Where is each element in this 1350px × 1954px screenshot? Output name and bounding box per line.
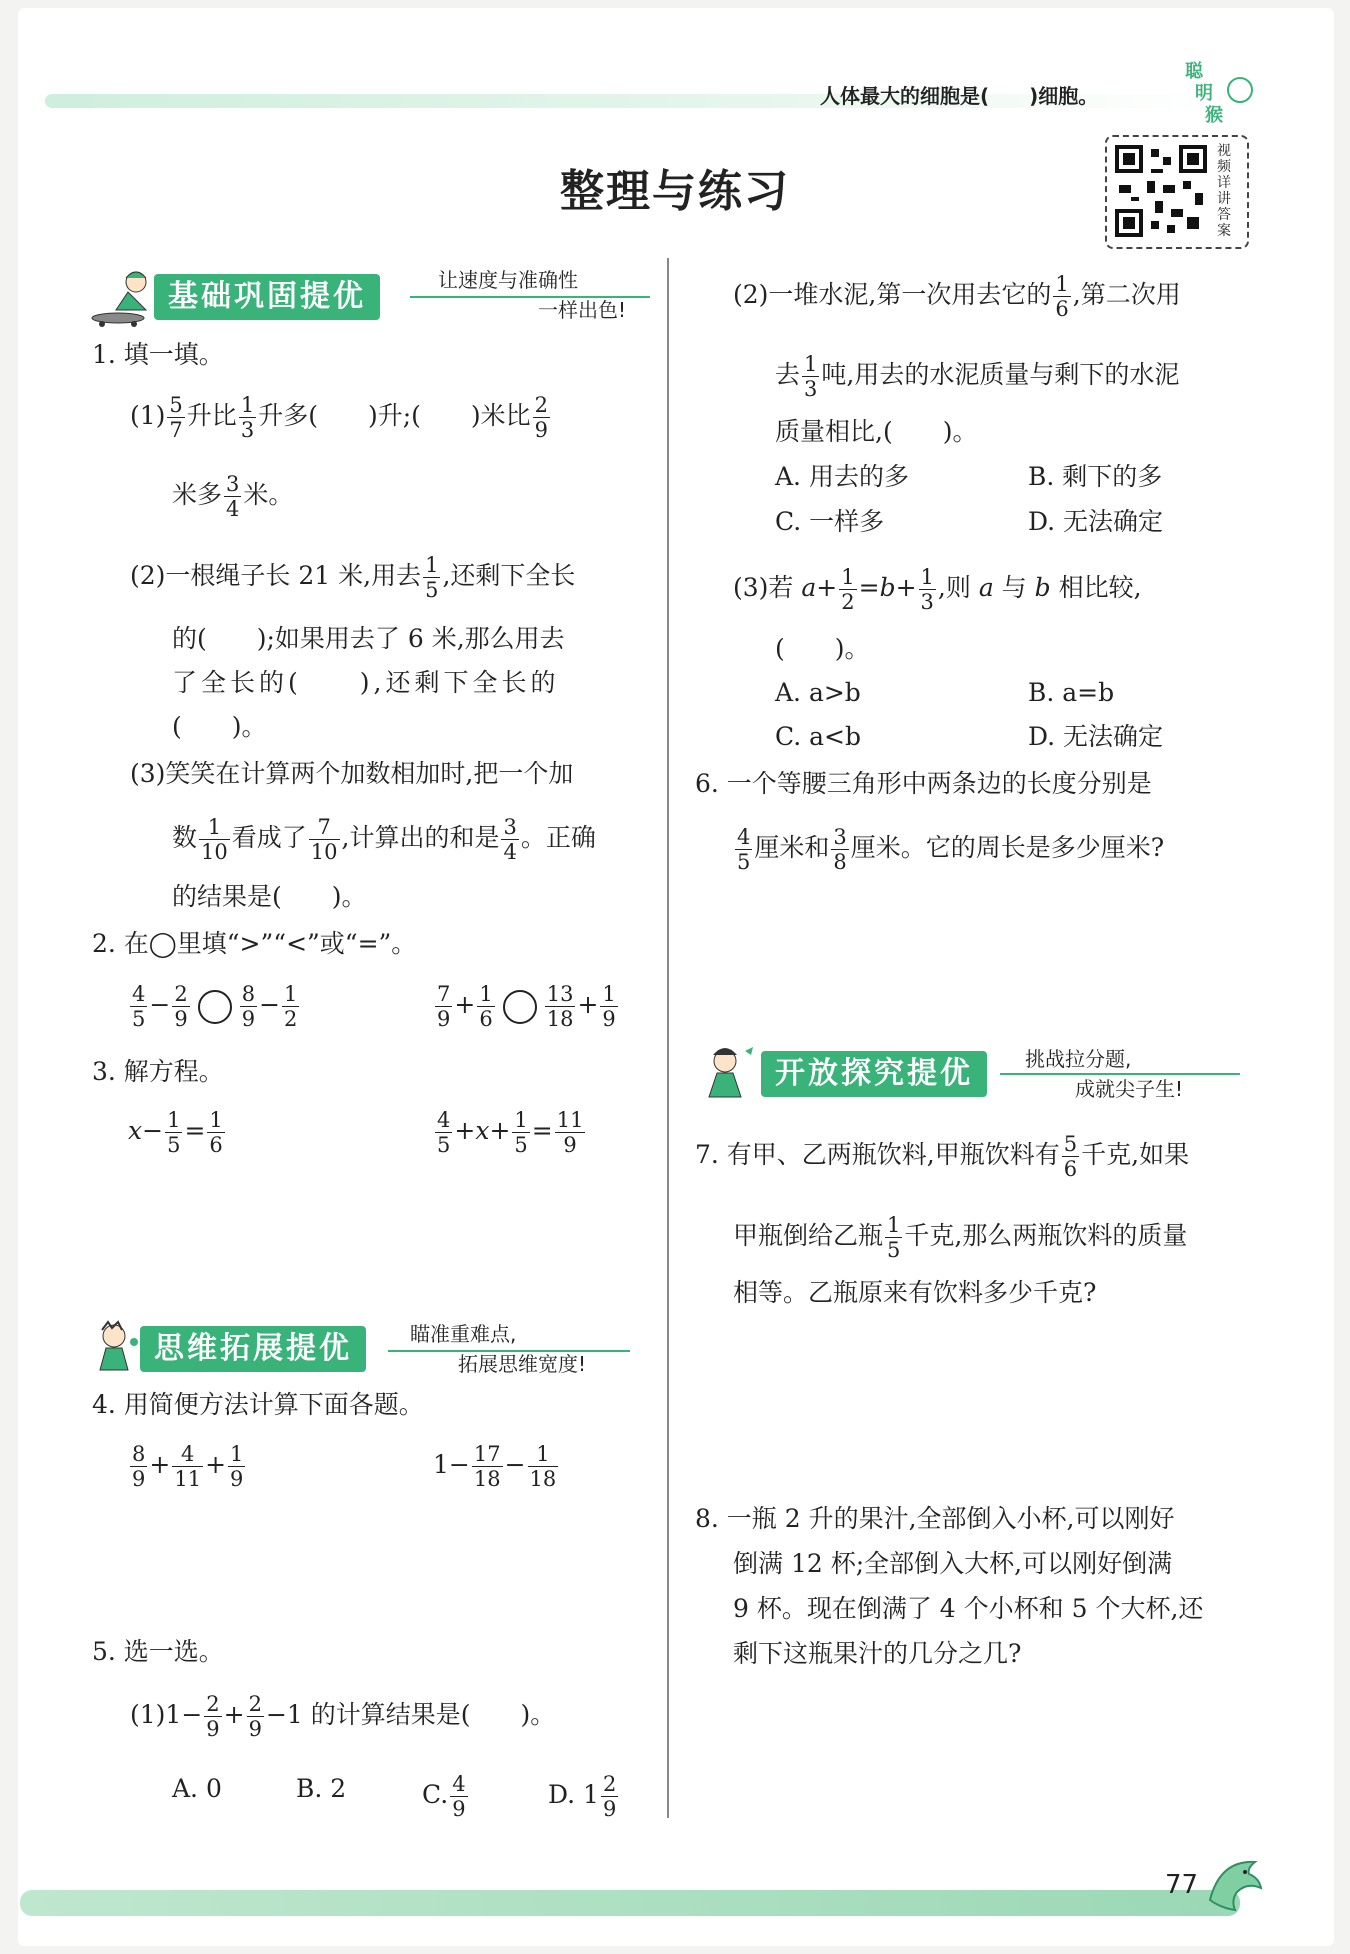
q4-title: 4. 用简便方法计算下面各题。 xyxy=(92,1390,424,1419)
q1-part2-line1 xyxy=(130,553,575,602)
fraction: $\frac{1}{6}$ xyxy=(209,1108,223,1157)
banner-basic-slogan2: 一样出色! xyxy=(538,298,627,322)
q1-part1-line1 xyxy=(130,393,552,442)
q1-text: 米。 xyxy=(243,480,294,509)
variable: x xyxy=(128,1116,143,1145)
qr-code-icon xyxy=(1115,145,1207,237)
q2-expr1: $\frac{4}{5}$ − $\frac{2}{9}$ $\frac{8}{9}$ − $\frac{1}{2}$ xyxy=(132,982,298,1031)
fraction: $\frac{2}{9}$ xyxy=(206,1692,220,1741)
fraction: $\frac{4}{5}$ xyxy=(132,982,146,1031)
fraction: $\frac{1}{2}$ xyxy=(284,982,298,1031)
q6-line1: 6. 一个等腰三角形中两条边的长度分别是 xyxy=(695,769,1152,798)
variable: b xyxy=(879,573,896,602)
q1-part1-line2 xyxy=(172,472,293,521)
q7-text: 千克,如果 xyxy=(1081,1140,1190,1169)
q7-text: 甲瓶倒给乙瓶 xyxy=(733,1221,884,1250)
q5-text: (3)若 xyxy=(733,573,794,602)
q5-part2-line2 xyxy=(775,352,1179,401)
q1-text: 升多( )升;( )米比 xyxy=(258,401,531,430)
q5-opt-d[interactable] xyxy=(548,1772,620,1821)
q5-title: 5. 选一选。 xyxy=(92,1637,224,1666)
fraction: $\frac{8}{9}$ xyxy=(132,1442,146,1491)
compare-circle[interactable] xyxy=(198,990,232,1024)
qr-label: 视频详讲答案 xyxy=(1217,143,1231,239)
banner-basic-slogan1: 让速度与准确性 xyxy=(438,268,578,292)
fraction: $\frac{1}{3}$ xyxy=(240,393,255,442)
fraction: $\frac{1}{9}$ xyxy=(230,1442,244,1491)
q5-p3-opt-d[interactable]: D. 无法确定 xyxy=(1028,722,1164,751)
banner-open-slogan1: 挑战拉分题, xyxy=(1025,1047,1132,1071)
q3-eq1: x− $\frac{1}{5}$ = $\frac{1}{6}$ xyxy=(128,1108,223,1157)
q1-text: 升比 xyxy=(186,401,237,430)
variable: a xyxy=(978,573,994,602)
q6-line2 xyxy=(733,825,1164,874)
variable: b xyxy=(1034,573,1051,602)
q7-text: 千克,那么两瓶饮料的质量 xyxy=(904,1221,1188,1250)
fraction: $\frac{1}{5}$ xyxy=(167,1108,181,1157)
fraction: $\frac{3}{8}$ xyxy=(833,825,847,874)
fraction: $\frac{1}{3}$ xyxy=(920,565,934,614)
fraction: $\frac{1}{18}$ xyxy=(529,1442,557,1491)
q5-part1: (1)1− $\frac{2}{9}$ + $\frac{2}{9}$ −1 的计算结果是( )。 xyxy=(130,1692,556,1741)
svg-text:聪: 聪 xyxy=(1185,61,1203,82)
banner-thinking xyxy=(88,1320,668,1376)
number: 1 xyxy=(165,1700,182,1729)
q5-opt-a[interactable]: A. 0 xyxy=(172,1774,222,1803)
fraction: $\frac{1}{3}$ xyxy=(804,352,818,401)
fraction: $\frac{13}{18}$ xyxy=(546,982,574,1031)
fraction: $\frac{4}{11}$ xyxy=(174,1442,202,1491)
q5-part2-line1 xyxy=(733,272,1181,321)
qr-code[interactable] xyxy=(1105,135,1249,249)
fraction: $\frac{1}{6}$ xyxy=(1055,272,1069,321)
q8-line3: 9 杯。现在倒满了 4 个小杯和 5 个大杯,还 xyxy=(733,1594,1204,1623)
q5-p2-opt-c[interactable]: C. 一样多 xyxy=(775,507,885,536)
q5-opt-c[interactable] xyxy=(422,1772,470,1821)
banner-basic-line xyxy=(410,296,650,298)
q5-p3-opt-b[interactable]: B. a=b xyxy=(1028,678,1115,707)
fraction: $\frac{11}{9}$ xyxy=(556,1108,584,1157)
q6-text: 厘米。它的周长是多少厘米? xyxy=(850,833,1165,862)
fraction: $\frac{7}{9}$ xyxy=(437,982,451,1031)
fraction: $\frac{2}{9}$ xyxy=(534,393,548,442)
q1-text: 看成了 xyxy=(231,823,307,852)
q5-text: 去 xyxy=(775,360,801,389)
banner-open-line xyxy=(1000,1073,1240,1075)
monkey-logo-icon xyxy=(1180,55,1260,125)
skateboard-boy-icon xyxy=(88,268,158,328)
q7-text: 7. 有甲、乙两瓶饮料,甲瓶饮料有 xyxy=(695,1140,1060,1169)
q8-line1: 8. 一瓶 2 升的果汁,全部倒入小杯,可以刚好 xyxy=(695,1504,1175,1533)
fraction: $\frac{1}{10}$ xyxy=(201,815,228,864)
q5-text: 相比较, xyxy=(1058,573,1142,602)
fraction: $\frac{1}{5}$ xyxy=(425,553,439,602)
q1-part2-line2: 的( );如果用去了 6 米,那么用去 xyxy=(172,624,565,653)
fraction: $\frac{1}{9}$ xyxy=(602,982,616,1031)
fraction: $\frac{1}{2}$ xyxy=(841,565,855,614)
q1-part3-line2 xyxy=(172,815,596,864)
svg-text:猴: 猴 xyxy=(1205,105,1223,125)
q1-p1-label: (1) xyxy=(130,401,166,430)
q5-text: ,则 xyxy=(937,573,971,602)
q8-line2: 倒满 12 杯;全部倒入大杯,可以刚好倒满 xyxy=(733,1549,1173,1578)
q1-text: ,计算出的和是 xyxy=(341,823,500,852)
q6-text: 厘米和 xyxy=(754,833,830,862)
fraction: $\frac{3}{4}$ xyxy=(226,472,240,521)
q3-title: 3. 解方程。 xyxy=(92,1057,224,1086)
fraction: $\frac{2}{9}$ xyxy=(602,1772,617,1821)
q5-part3-line1: (3)若 a+ $\frac{1}{2}$ =b+ $\frac{1}{3}$ ,则 a 与 b 相比较, xyxy=(733,565,1142,614)
column-divider xyxy=(667,258,669,1818)
q5-p3-opt-a[interactable]: A. a>b xyxy=(775,678,861,707)
q7-line2 xyxy=(733,1213,1187,1262)
fraction: $\frac{5}{7}$ xyxy=(169,393,183,442)
page-title: 整理与练习 xyxy=(560,166,790,217)
fraction: $\frac{4}{5}$ xyxy=(437,1108,451,1157)
q5-p3-opt-c[interactable]: C. a<b xyxy=(775,722,861,751)
q5-opt-b[interactable]: B. 2 xyxy=(296,1774,347,1803)
q5-text: (2)一堆水泥,第一次用去它的 xyxy=(733,280,1052,309)
q5-p2-opt-a[interactable]: A. 用去的多 xyxy=(775,462,909,491)
q1-part3-line1: (3)笑笑在计算两个加数相加时,把一个加 xyxy=(130,759,574,788)
q1-part2-line3: 了全长的( ),还剩下全长的 xyxy=(172,668,560,697)
q4-expr1: $\frac{8}{9}$ + $\frac{4}{11}$ + $\frac{1}{9}$ xyxy=(132,1442,244,1491)
q1-text: (2)一根绳子长 21 米,用去 xyxy=(130,561,422,590)
banner-basic xyxy=(88,268,668,324)
banner-thinking-label: 思维拓展提优 xyxy=(140,1326,366,1372)
opt-label: D. 1 xyxy=(548,1780,599,1809)
q2-title: 2. 在◯里填“>”“<”或“=”。 xyxy=(92,929,417,958)
svg-text:明: 明 xyxy=(1195,83,1213,104)
q5-part2-line3: 质量相比,( )。 xyxy=(775,417,978,446)
q1-text: 米多 xyxy=(172,480,223,509)
q3-eq2: $\frac{4}{5}$ +x+ $\frac{1}{5}$ = $\frac{11}{9}$ xyxy=(437,1108,584,1157)
q5-label: (1) xyxy=(130,1700,166,1729)
q5-p2-opt-b[interactable]: B. 剩下的多 xyxy=(1028,462,1163,491)
q5-p2-opt-d[interactable]: D. 无法确定 xyxy=(1028,507,1164,536)
number: 1 xyxy=(433,1450,449,1479)
fraction: $\frac{1}{6}$ xyxy=(479,982,493,1031)
banner-basic-label: 基础巩固提优 xyxy=(154,274,380,320)
variable: x xyxy=(475,1116,490,1145)
fraction: $\frac{1}{5}$ xyxy=(514,1108,528,1157)
q1-part3-line3: 的结果是( )。 xyxy=(172,882,367,911)
opt-label: C. xyxy=(422,1780,449,1809)
banner-open-label: 开放探究提优 xyxy=(761,1051,987,1097)
q7-line3: 相等。乙瓶原来有饮料多少千克? xyxy=(733,1278,1097,1307)
q5-text: 吨,用去的水泥质量与剩下的水泥 xyxy=(821,360,1180,389)
q4-expr2: 1− $\frac{17}{18}$ − $\frac{1}{18}$ xyxy=(433,1442,557,1491)
fraction: $\frac{2}{9}$ xyxy=(248,1692,262,1741)
banner-thinking-slogan1: 瞄准重难点, xyxy=(410,1322,517,1346)
footer-band xyxy=(20,1890,1240,1916)
fraction: $\frac{17}{18}$ xyxy=(473,1442,501,1491)
q1-title: 1. 填一填。 xyxy=(92,340,224,369)
fraction: $\frac{1}{5}$ xyxy=(887,1213,901,1262)
banner-thinking-line xyxy=(388,1350,630,1352)
fraction: $\frac{8}{9}$ xyxy=(241,982,256,1031)
q5-part3-line2: ( )。 xyxy=(775,634,870,663)
fraction: $\frac{4}{9}$ xyxy=(452,1772,466,1821)
q5-text: 与 xyxy=(1001,573,1027,602)
q2-expr2: $\frac{7}{9}$ + $\frac{1}{6}$ $\frac{13}{18}$ + $\frac{1}{9}$ xyxy=(437,982,616,1031)
fraction: $\frac{3}{4}$ xyxy=(503,815,517,864)
q5-text: −1 的计算结果是( )。 xyxy=(265,1700,556,1729)
q5-text: ,第二次用 xyxy=(1072,280,1181,309)
fraction: $\frac{5}{6}$ xyxy=(1063,1132,1078,1181)
q7-line1 xyxy=(695,1132,1189,1181)
q1-part2-line4: ( )。 xyxy=(172,712,267,741)
header-tip: 人体最大的细胞是( )细胞。 xyxy=(820,84,1099,108)
banner-open xyxy=(695,1045,1255,1101)
q1-text: 数 xyxy=(172,823,198,852)
explorer-kid-icon xyxy=(695,1045,765,1105)
page-number: 77 xyxy=(1165,1870,1199,1900)
variable: a xyxy=(801,573,817,602)
q8-line4: 剩下这瓶果汁的几分之几? xyxy=(733,1639,1022,1668)
dolphin-icon xyxy=(1200,1850,1270,1920)
fraction: $\frac{2}{9}$ xyxy=(174,982,188,1031)
fraction: $\frac{4}{5}$ xyxy=(737,825,751,874)
banner-open-slogan2: 成就尖子生! xyxy=(1075,1077,1184,1101)
fraction: $\frac{7}{10}$ xyxy=(310,815,338,864)
banner-thinking-slogan2: 拓展思维宽度! xyxy=(458,1352,587,1376)
compare-circle[interactable] xyxy=(503,990,537,1024)
q1-text: 。正确 xyxy=(520,823,596,852)
q1-text: ,还剩下全长 xyxy=(442,561,576,590)
